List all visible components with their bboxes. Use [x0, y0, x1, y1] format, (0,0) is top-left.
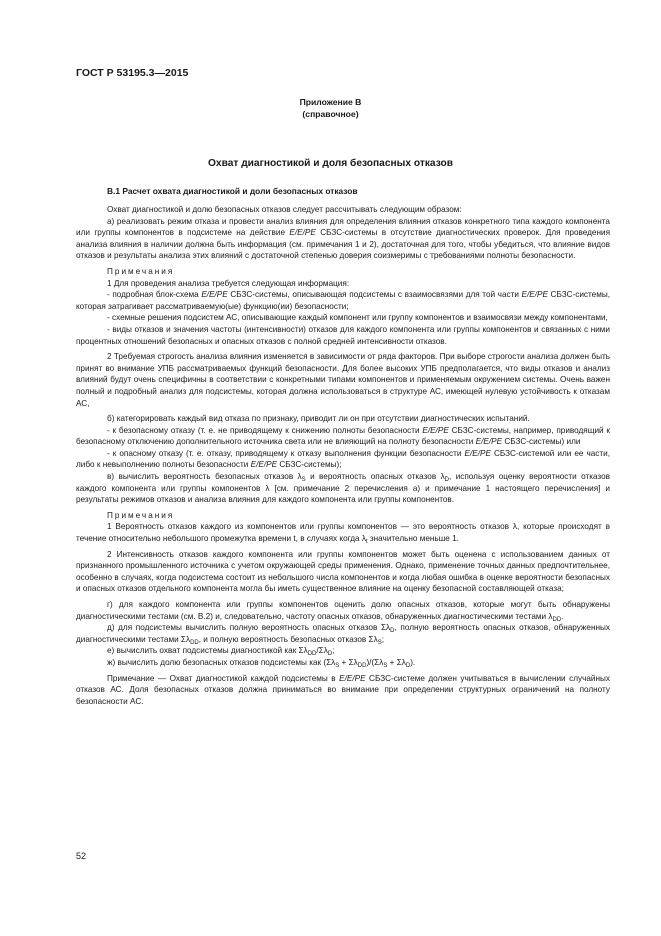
paragraph: Примечания — [107, 266, 175, 276]
paragraph: - виды отказов и значения частоты (интенсивности) отказов для каждого компонента или группы компонентов и связанных с ними процентных отношений безопасных и опасных отказов с полной средней интенсивности отказов. — [76, 324, 610, 346]
paragraph: 2 Требуемая строгость анализа влияния изменяется в зависимости от ряда факторов. При выборе строгости анализа должен быть принят во внимание УПБ рассматриваемых функций безопасности. Для более высоких УПБ предполагается, что виды отказов и анализ влияний будут очень специфичны в соответствии с конкретными типами компонентов и применяемым окружением системы. Очень важен полный и подробный анализ для подсистемы, которая должна использоваться в структуре АС, имеющей нулевую устойчивость к отказам АС, — [76, 352, 610, 408]
paragraph: а) реализовать режим отказа и провести анализ влияния для определения влияния отказов конкретного типа каждого компонента или группы компонентов в подсистеме на действие E/E/PE СБЗС-системы в отсутствие диагностических проверок. Для проведения анализа влияния в наличии должна быть информация (см. примечания 1 и 2), достаточная для того, чтобы убедиться, что влияние видов отказов и результаты анализа этих влияний с достаточной степенью доверия соизмеримы с требованиями полноты безопасности. — [76, 216, 610, 261]
appendix-type: (справочное) — [302, 109, 359, 119]
section-heading: В.1 Расчет охвата диагностикой и доли безопасных отказов — [107, 186, 358, 196]
paragraph: - к безопасному отказу (т. е. не приводящему к снижению полноты безопасности E/E/PE СБЗС-системы, например, приводящий к безопасному отключению дополнительного источника света или не влияющий на полноту безопасности E/E/PE СБЗС-системы) или — [76, 425, 611, 447]
page-number: 52 — [76, 851, 87, 861]
paragraph: д) для подсистемы вычислить полную вероятность опасных отказов $\Sigma\lambda_D$, полную вероятность опасных отказов, обнаруженных диагностическими тестами $\Sigma\lambda_{DD}$, и полную вероятность безопасных отказов $\Sigma\lambda_S$; — [76, 623, 610, 646]
paragraph: е) вычислить охват подсистемы диагностикой как $\Sigma\lambda_{DD}/\Sigma\lambda_D$; — [107, 646, 335, 658]
paragraph: - схемные решения подсистем АС, описывающие каждый компонент или группу компонентов и взаимосвязи между компонентами, — [107, 313, 608, 323]
paragraph: в) вычислить вероятность безопасных отказов $\lambda_S$ и вероятность опасных отказов $\lambda_D$, используя оценку вероятности отказов каждого компонента или группы компонентов λ [см. примечание 2 перечисления а) и примечание 1 настоящего перечисления] и результаты режимов отказов и анализа влияния для каждого компонента или группы компонентов. — [76, 472, 610, 505]
paragraph: Примечание — Охват диагностикой каждой подсистемы в E/E/PE СБЗС-системе должен учитываться в вычислении случайных отказов АС. Доля безопасных отказов должна приниматься во внимание при определении структурных ограничений на полноту безопасности АС. — [76, 673, 610, 706]
document-code: ГОСТ Р 53195.3—2015 — [76, 67, 189, 79]
paragraph: ж) вычислить долю безопасных отказов подсистемы как $(\Sigma\lambda_S + \Sigma\lambda_{DD})/(\Sigma\lambda_S + \Sigma\lambda_D)$. — [107, 657, 416, 669]
paragraph: - подробная блок-схема E/E/PE СБЗС-системы, описывающая подсистемы с взаимосвязями для той части E/E/PE СБЗС-системы, которая затрагивает рассматриваемую(ые) функцию(ии) безопасности; — [76, 290, 610, 311]
paragraph: Охват диагностикой и долю безопасных отказов следует рассчитывать следующим образом: — [107, 205, 462, 214]
paragraph: 2 Интенсивность отказов каждого компонента или группы компонентов может быть оценена с использованием данных от признанного промышленного источника с учетом окружающей среды применения. Однако, применение точных данных предпочтительнее, особенно в случаях, когда подсистема состоит из небольшого числа компонентов и когда любая ошибка в оценке вероятности безопасных и опасных отказов отдельного компонента могла бы иметь существенное влияние на оценку безопасной составляющей отказа; — [76, 549, 610, 594]
body-text — [76, 204, 610, 707]
appendix-title: Охват диагностикой и доля безопасных отказов — [207, 158, 454, 169]
paragraph: г) для каждого компонента или группы компонентов оценить долю опасных отказов, которые могут быть обнаружены диагностическими тестами (см. В.2) и, следовательно, частоту опасных отказов, обнаруженных диагностическими тестами $\lambda_{DD}$. — [76, 600, 610, 623]
appendix-label: Приложение В — [299, 97, 362, 107]
paragraph: 1 Для проведения анализа требуется следующая информация: — [107, 278, 350, 288]
paragraph: б) категорировать каждый вид отказа по признаку, приводит ли он при отсутствии диагностических испытаний. — [107, 414, 530, 424]
paragraph: Примечания — [107, 510, 175, 520]
paragraph: 1 Вероятность отказов каждого из компонентов или группы компонентов — это вероятность отказов λ, которые происходят в течение относительно небольшого промежутка времени t, в случаях когда $\lambda_t$ значительно меньше 1. — [76, 522, 610, 546]
paragraph: - к опасному отказу (т. е. отказу, приводящему к отказу выполнения функции безопасности E/E/PE СБЗС-системой или ее части, либо к невыполнению полноты безопасности E/E/PE СБЗС-системы); — [76, 448, 610, 470]
